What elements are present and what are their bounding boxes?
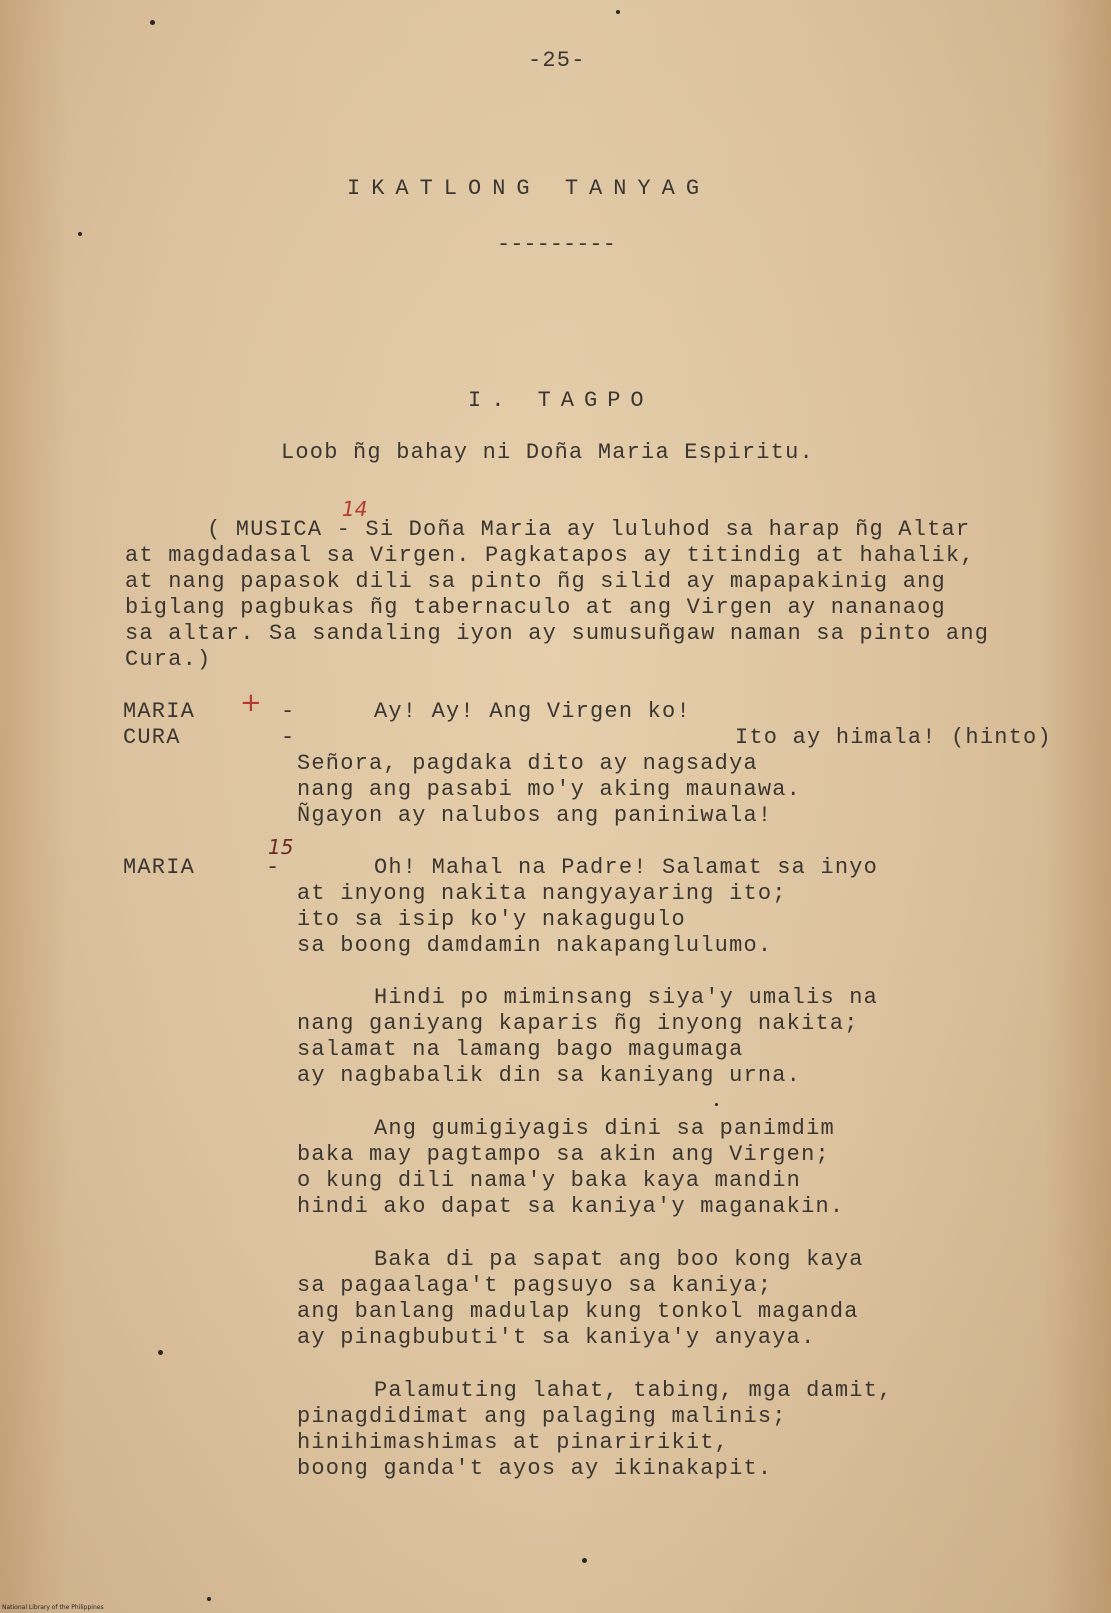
verse-line: pinagdidimat ang palaging malinis; bbox=[297, 1404, 787, 1429]
music-cue-annotation: 14 bbox=[342, 497, 368, 521]
dialogue-line: nang ang pasabi mo'y aking maunawa. bbox=[297, 777, 802, 802]
paper-speck bbox=[207, 1597, 211, 1601]
verse-line: Hindi po miminsang siya'y umalis na bbox=[374, 985, 879, 1010]
verse-line: Ang gumigiyagis dini sa panimdim bbox=[374, 1116, 835, 1141]
library-footer: National Library of the Philippines bbox=[2, 1604, 104, 1611]
verse-line: hindi ako dapat sa kaniya'y maganakin. bbox=[297, 1194, 845, 1219]
speaker-cura: CURA bbox=[123, 725, 181, 750]
paper-speck bbox=[158, 1350, 163, 1355]
maria-plus-annotation: + bbox=[240, 688, 262, 718]
scene-title: I. TAGPO bbox=[468, 388, 654, 413]
dialogue-line: sa boong damdamin nakapanglulumo. bbox=[297, 933, 773, 958]
verse-line: Baka di pa sapat ang boo kong kaya bbox=[374, 1247, 864, 1272]
verse-line: hinihimashimas at pinaririkit, bbox=[297, 1430, 730, 1455]
verse-line: boong ganda't ayos ay ikinakapit. bbox=[297, 1456, 773, 1481]
paper-speck bbox=[715, 1103, 718, 1106]
paper-speck bbox=[616, 10, 620, 14]
dialogue-line: Oh! Mahal na Padre! Salamat sa inyo bbox=[374, 855, 879, 880]
second-cue-annotation: 15 bbox=[268, 835, 294, 859]
page-number: -25- bbox=[528, 48, 586, 73]
stage-direction-line: ( MUSICA - Si Doña Maria ay luluhod sa harap ñg Altar bbox=[207, 517, 971, 542]
act-title: IKATLONG TANYAG bbox=[347, 176, 711, 201]
paper-speck bbox=[582, 1558, 587, 1563]
stage-direction-line: at nang papasok dili sa pinto ñg silid ay mapapakinig ang bbox=[125, 569, 946, 594]
verse-line: ang banlang madulap kung tonkol maganda bbox=[297, 1299, 859, 1324]
stage-direction-line: sa altar. Sa sandaling iyon ay sumusuñgaw naman sa pinto ang bbox=[125, 621, 990, 646]
dialogue-line: Ñgayon ay nalubos ang paniniwala! bbox=[297, 803, 773, 828]
stage-direction-line: Cura.) bbox=[125, 647, 212, 672]
verse-line: Palamuting lahat, tabing, mga damit, bbox=[374, 1378, 893, 1403]
verse-line: baka may pagtampo sa akin ang Virgen; bbox=[297, 1142, 830, 1167]
paper-speck bbox=[150, 20, 155, 25]
act-title-rule: --------- bbox=[497, 232, 616, 257]
verse-line: salamat na lamang bago magumaga bbox=[297, 1037, 744, 1062]
speaker-maria: MARIA bbox=[123, 855, 196, 880]
stage-direction-line: at magdadasal sa Virgen. Pagkatapos ay titindig at hahalik, bbox=[125, 543, 975, 568]
scene-setting: Loob ñg bahay ni Doña Maria Espiritu. bbox=[281, 440, 814, 465]
verse-line: ay nagbabalik din sa kaniyang urna. bbox=[297, 1063, 802, 1088]
verse-line: nang ganiyang kaparis ñg inyong nakita; bbox=[297, 1011, 859, 1036]
dialogue-line: ito sa isip ko'y nakagugulo bbox=[297, 907, 686, 932]
dialogue-line: at inyong nakita nangyayaring ito; bbox=[297, 881, 787, 906]
dialogue-line: Ay! Ay! Ang Virgen ko! bbox=[374, 699, 691, 724]
speaker-dash: - bbox=[266, 855, 281, 880]
verse-line: sa pagaalaga't pagsuyo sa kaniya; bbox=[297, 1273, 773, 1298]
dialogue-line: Ito ay himala! (hinto) bbox=[735, 725, 1052, 750]
paper-speck bbox=[78, 232, 82, 236]
verse-line: o kung dili nama'y baka kaya mandin bbox=[297, 1168, 802, 1193]
stage-direction-line: biglang pagbukas ñg tabernaculo at ang Virgen ay nananaog bbox=[125, 595, 946, 620]
verse-line: ay pinagbubuti't sa kaniya'y anyaya. bbox=[297, 1325, 816, 1350]
speaker-maria: MARIA bbox=[123, 699, 196, 724]
speaker-dash: - bbox=[281, 725, 296, 750]
speaker-dash: - bbox=[281, 699, 296, 724]
dialogue-line: Señora, pagdaka dito ay nagsadya bbox=[297, 751, 758, 776]
